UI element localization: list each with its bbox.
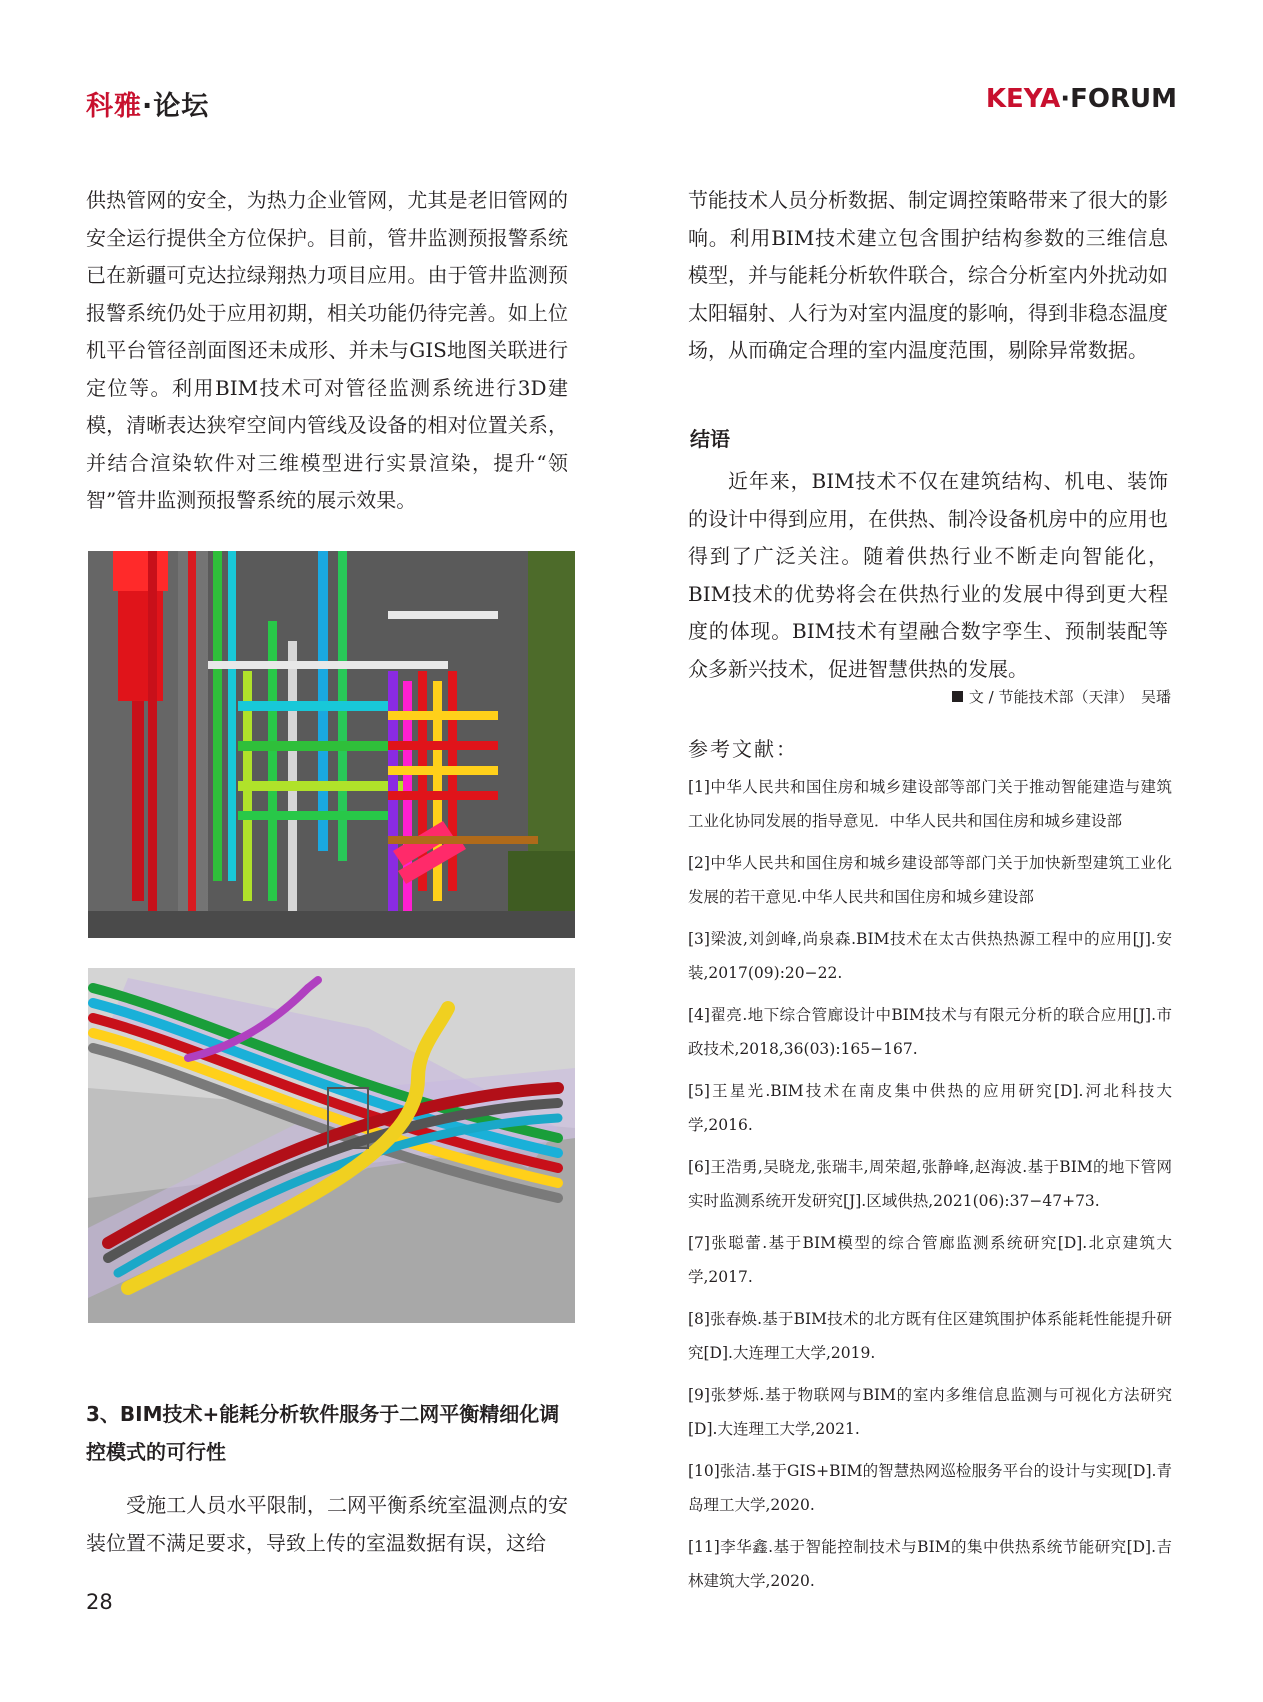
pipe-well-3d-render-image (88, 551, 575, 938)
brand-en-suffix: ·FORUM (1060, 84, 1177, 114)
reference-item: [7]张聪蕾.基于BIM模型的综合管廊监测系统研究[D].北京建筑大学,2017. (688, 1234, 1172, 1286)
references-heading: 参考文献： (688, 737, 798, 761)
reference-item: [9]张梦烁.基于物联网与BIM的室内多维信息监测与可视化方法研究[D].大连理工大学,2021. (688, 1386, 1172, 1438)
brand-en-name: KEYA (985, 84, 1061, 114)
section-3-heading: 3、BIM技术+能耗分析软件服务于二网平衡精细化调控模式的可行性 (86, 1402, 560, 1464)
page-number: 28 (86, 1590, 113, 1614)
header-brand-cn (86, 84, 209, 123)
brand-cn-name: 科雅 (86, 91, 142, 122)
left-column-text-bottom (86, 1487, 568, 1562)
right-column-text (688, 182, 1168, 370)
pipe-corridor-bim-model-image (88, 968, 575, 1323)
reference-item: [4]翟亮.地下综合管廊设计中BIM技术与有限元分析的联合应用[J].市政技术,2018,36(03):165−167. (688, 1006, 1172, 1058)
author-byline (952, 686, 1171, 707)
author-byline-text: 文 / 节能技术部（天津） 吴璠 (968, 688, 1171, 706)
reference-item: [6]王浩勇,吴晓龙,张瑞丰,周荣超,张静峰,赵海波.基于BIM的地下管网实时监测系统开发研究[J].区域供热,2021(06):37−47+73. (688, 1158, 1172, 1210)
right-paragraph-1: 节能技术人员分析数据、制定调控策略带来了很大的影响。利用BIM技术建立包含围护结构参数的三维信息模型，并与能耗分析软件联合，综合分析室内外扰动如太阳辐射、人行为对室内温度的影响，得到非稳态温度场，从而确定合理的室内温度范围，剔除异常数据。 (688, 188, 1168, 362)
reference-item: [1]中华人民共和国住房和城乡建设部等部门关于推动智能建造与建筑工业化协同发展的指导意见．中华人民共和国住房和城乡建设部 (688, 778, 1172, 830)
reference-item: [2]中华人民共和国住房和城乡建设部等部门关于加快新型建筑工业化发展的若干意见.中华人民共和国住房和城乡建设部 (688, 854, 1172, 906)
conclusion-text-block (688, 463, 1168, 688)
left-column-text (86, 182, 568, 520)
conclusion-paragraph: 近年来，BIM技术不仅在建筑结构、机电、装饰的设计中得到应用，在供热、制冷设备机房中的应用也得到了广泛关注。随着供热行业不断走向智能化，BIM技术的优势将会在供热行业的发展中得到更大程度的体现。BIM技术有望融合数字孪生、预制装配等众多新兴技术，促进智慧供热的发展。 (688, 469, 1168, 681)
reference-item: [5]王星光.BIM技术在南皮集中供热的应用研究[D].河北科技大学,2016. (688, 1082, 1172, 1134)
reference-item: [10]张洁.基于GIS+BIM的智慧热网巡检服务平台的设计与实现[D].青岛理工大学,2020. (688, 1462, 1172, 1514)
left-paragraph-2: 受施工人员水平限制，二网平衡系统室温测点的安装位置不满足要求，导致上传的室温数据有误，这给 (86, 1493, 568, 1555)
square-bullet-icon (952, 691, 963, 702)
reference-item: [8]张春焕.基于BIM技术的北方既有住区建筑围护体系能耗性能提升研究[D].大连理工大学,2019. (688, 1310, 1172, 1362)
conclusion-heading: 结语 (690, 427, 730, 451)
reference-item: [3]梁波,刘剑峰,尚泉森.BIM技术在太古供热热源工程中的应用[J].安装,2017(09):20−22. (688, 930, 1172, 982)
references-list (688, 770, 1172, 1606)
reference-item: [11]李华鑫.基于智能控制技术与BIM的集中供热系统节能研究[D].吉林建筑大学,2020. (688, 1538, 1172, 1590)
header-brand-en (986, 84, 1177, 114)
brand-cn-suffix: ·论坛 (142, 91, 210, 122)
left-paragraph-1: 供热管网的安全，为热力企业管网，尤其是老旧管网的安全运行提供全方位保护。目前，管井监测预报警系统已在新疆可克达拉绿翔热力项目应用。由于管井监测预报警系统仍处于应用初期，相关功能仍待完善。如上位机平台管径剖面图还未成形、并未与GIS地图关联进行定位等。利用BIM技术可对管径监测系统进行3D建模，清晰表达狭窄空间内管线及设备的相对位置关系，并结合渲染软件对三维模型进行实景渲染，提升“领智”管井监测预报警系统的展示效果。 (86, 188, 568, 512)
